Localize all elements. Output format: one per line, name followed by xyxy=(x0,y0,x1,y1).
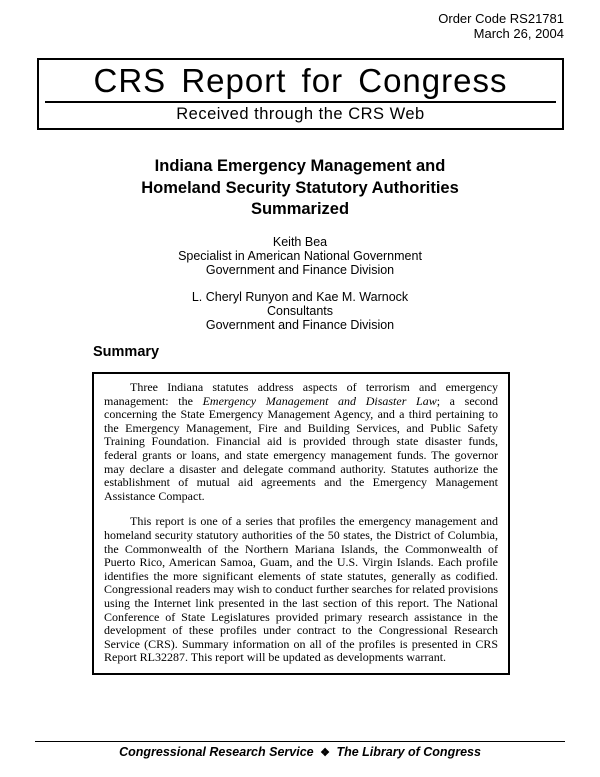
footer-divider xyxy=(35,741,565,742)
author-block-1 xyxy=(0,236,600,277)
report-title-line-2: Homeland Security Statutory Authorities xyxy=(141,178,459,197)
author-block-2 xyxy=(0,291,600,332)
summary-box xyxy=(92,372,510,675)
masthead-title: CRS Report for Congress xyxy=(93,62,508,99)
footer-service-name: Congressional Research Service xyxy=(119,745,314,759)
summary-heading: Summary xyxy=(93,344,160,360)
report-title-line-1: Indiana Emergency Management and xyxy=(154,157,446,175)
summary-paragraph-1-text-continued: ; a second concerning the State Emergency Management Agency, and a third pertaining to the Emergency Management, Fire and Building Services, and Public Safety Training Foundation. Financial aid is provided through state disaster funds, federal grants or loans, and state emergency management funds. The governor may declare a disaster and delegate command authority. Statutes authorize the establishment of mutual aid agreements and the Emergency Management Assistance Compact. xyxy=(104,393,498,503)
masthead-box xyxy=(37,58,564,130)
author-division: Government and Finance Division xyxy=(205,317,395,332)
author-name: L. Cheryl Runyon and Kae M. Warnock xyxy=(191,290,409,304)
author-division: Government and Finance Division xyxy=(205,262,395,277)
order-block xyxy=(438,11,564,41)
author-name: Keith Bea xyxy=(272,235,328,249)
summary-paragraph-1-italic-law-title: Emergency Management and Disaster Law xyxy=(202,393,437,408)
summary-paragraph-2: This report is one of a series that profiles the emergency management and homeland security statutory authorities of the 50 states, the District of Columbia, the Commonwealth of the Northern Mariana Islands, the Commonwealth of Puerto Rico, American Samoa, Guam, and the U.S. Virgin Islands. Each profile identifies the more significant elements of state statutes, generally as codified. Congressional readers may wish to conduct further searches for related provisions using the Internet link presented in the last section of this report. The National Conference of State Legislatures provided primary research assistance in the development of these profiles under contract to the Congressional Research Service (CRS). Summary information on all of the profiles is presented in CRS Report RL32287. This report will be updated as developments warrant. xyxy=(104,514,498,665)
summary-paragraph-1 xyxy=(104,381,498,503)
masthead-subtitle: Received through the CRS Web xyxy=(176,105,425,123)
page-footer xyxy=(0,745,600,759)
summary-paragraph-1-text: Three Indiana statutes address aspects of terrorism and emergency management: the xyxy=(104,380,498,408)
order-code: Order Code RS21781 xyxy=(438,11,564,26)
footer-library-name: The Library of Congress xyxy=(336,745,481,759)
author-role: Specialist in American National Government xyxy=(178,248,422,263)
diamond-icon: ❖ xyxy=(320,747,330,759)
report-title xyxy=(0,156,600,221)
report-date: March 26, 2004 xyxy=(473,26,564,41)
report-title-line-3: Summarized xyxy=(250,200,350,218)
author-role: Consultants xyxy=(266,303,333,318)
